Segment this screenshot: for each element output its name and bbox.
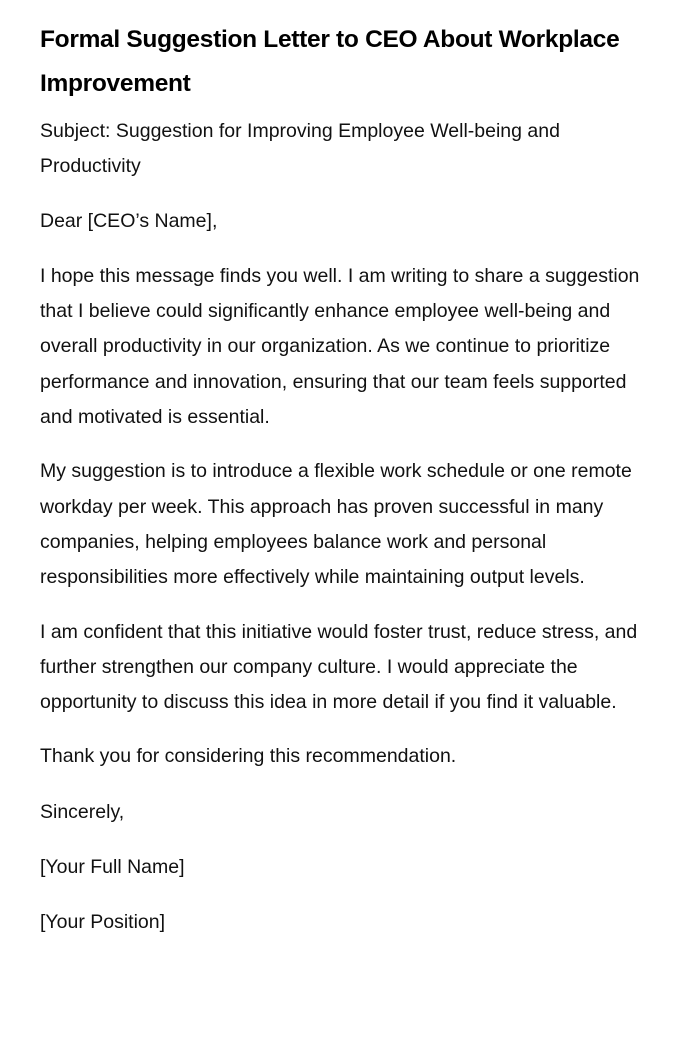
body-paragraph-2: My suggestion is to introduce a flexible work schedule or one remote workday per week. This approach has proven successful in many companies, helping employees balance work and personal responsibilities more effectively while maintaining output levels. (40, 460, 632, 589)
signature-position: [Your Position] (40, 911, 166, 934)
subject-line: Subject: Suggestion for Improving Employee Well-being and Productivity (40, 120, 560, 178)
body-paragraph-1: I hope this message finds you well. I am writing to share a suggestion that I believe could significantly enhance employee well-being and overall productivity in our organization. As we continue to prioritize performance and innovation, ensuring that our team feels supported and motivated is essential. (40, 264, 640, 429)
closing-line: Thank you for considering this recommendation. (40, 745, 457, 768)
signature-name: [Your Full Name] (40, 856, 185, 879)
sign-off: Sincerely, (40, 800, 125, 823)
letter-document (40, 18, 650, 961)
body-paragraph-3: I am confident that this initiative would foster trust, reduce stress, and further strengthen our company culture. I would appreciate the opportunity to discuss this idea in more detail if you find it valuable. (40, 620, 638, 714)
document-title: Formal Suggestion Letter to CEO About Workplace Improvement (40, 26, 620, 97)
salutation: Dear [CEO’s Name], (40, 209, 218, 232)
